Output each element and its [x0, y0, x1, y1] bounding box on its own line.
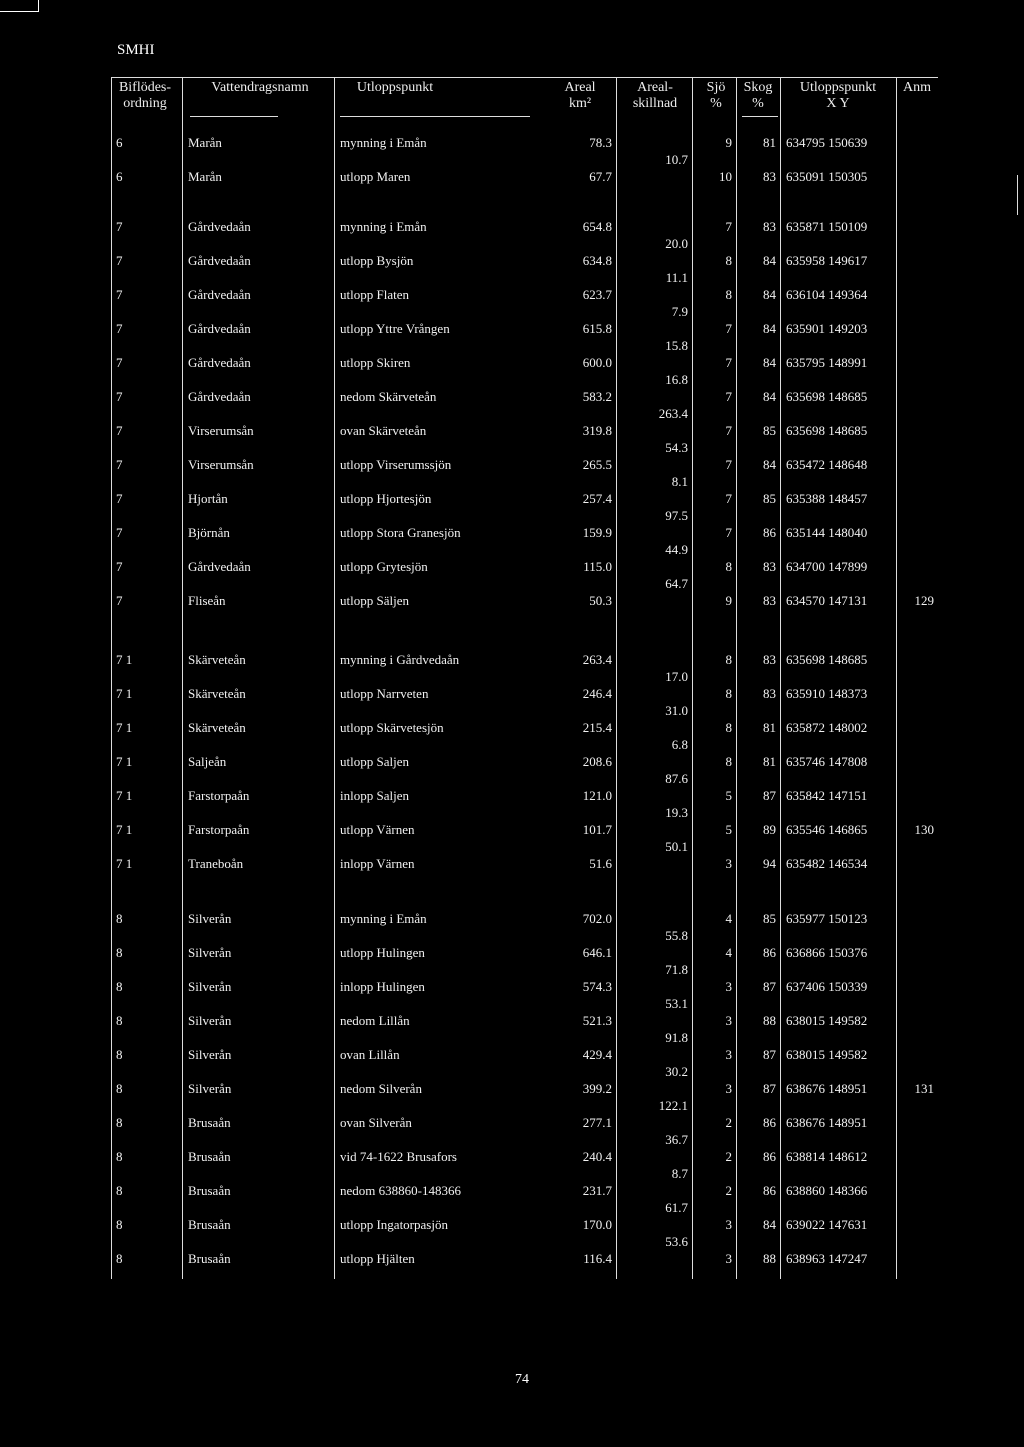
cell-sjo: 3	[725, 1047, 732, 1062]
cell-sjo: 8	[725, 754, 732, 769]
cell-skog: 85	[763, 911, 776, 926]
cell-utloppspunkt: utlopp Ingatorpasjön	[340, 1217, 448, 1232]
cell-ordning: 8	[116, 1115, 123, 1130]
cell-utloppspunkt: ovan Lillån	[340, 1047, 400, 1062]
cell-vattendrag: Fliseån	[188, 593, 226, 608]
cell-ordning: 7 1	[116, 652, 133, 667]
cell-arealskillnad: 8.7	[671, 1166, 688, 1181]
cell-areal: 399.2	[582, 1081, 612, 1096]
cell-skog: 84	[763, 1217, 776, 1232]
cell-koordinater: 634570 147131	[786, 593, 868, 608]
cell-ordning: 7	[116, 287, 123, 302]
cell-sjo: 10	[719, 169, 732, 184]
cell-arealskillnad: 31.0	[665, 703, 688, 718]
cell-ordning: 8	[116, 1013, 123, 1028]
cell-areal: 623.7	[582, 287, 612, 302]
cell-utloppspunkt: inlopp Värnen	[340, 856, 415, 871]
cell-sjo: 9	[725, 593, 732, 608]
cell-sjo: 3	[725, 1251, 732, 1266]
cell-areal: 574.3	[582, 979, 612, 994]
cell-sjo: 8	[725, 559, 732, 574]
cell-ordning: 7 1	[116, 720, 133, 735]
cell-arealskillnad: 97.5	[665, 508, 688, 523]
cell-sjo: 9	[725, 135, 732, 150]
header-anm: Anm	[903, 80, 931, 95]
cell-skog: 85	[763, 423, 776, 438]
cell-utloppspunkt: utlopp Maren	[340, 169, 411, 184]
cell-vattendrag: Gårdvedaån	[188, 219, 251, 234]
cell-skog: 89	[763, 822, 776, 837]
cell-arealskillnad: 15.8	[665, 338, 688, 353]
cell-koordinater: 635698 148685	[786, 389, 868, 404]
cell-utloppspunkt: ovan Silverån	[340, 1115, 412, 1130]
cell-areal: 654.8	[582, 219, 612, 234]
cell-areal: 51.6	[589, 856, 612, 871]
cell-ordning: 8	[116, 1047, 123, 1062]
cell-vattendrag: Marån	[188, 135, 222, 150]
cell-koordinater: 635910 148373	[786, 686, 868, 701]
cell-sjo: 4	[725, 945, 732, 960]
cell-sjo: 3	[725, 979, 732, 994]
cell-koordinater: 636866 150376	[786, 945, 868, 960]
cell-ordning: 8	[116, 979, 123, 994]
cell-skog: 83	[763, 559, 776, 574]
cell-utloppspunkt: nedom Skärveteån	[340, 389, 437, 404]
cell-koordinater: 635472 148648	[786, 457, 868, 472]
cell-utloppspunkt: utlopp Skärvetesjön	[340, 720, 444, 735]
cell-sjo: 5	[725, 822, 732, 837]
cell-koordinater: 635977 150123	[786, 911, 868, 926]
crop-mark	[0, 11, 39, 12]
cell-arealskillnad: 8.1	[671, 474, 688, 489]
cell-vattendrag: Marån	[188, 169, 222, 184]
cell-skog: 94	[763, 856, 776, 871]
cell-koordinater: 635698 148685	[786, 423, 868, 438]
cell-sjo: 7	[725, 355, 732, 370]
cell-skog: 83	[763, 652, 776, 667]
cell-arealskillnad: 36.7	[665, 1132, 688, 1147]
cell-utloppspunkt: utlopp Virserumssjön	[340, 457, 452, 472]
cell-vattendrag: Silverån	[188, 1081, 232, 1096]
cell-vattendrag: Skärveteån	[188, 652, 246, 667]
cell-sjo: 7	[725, 219, 732, 234]
header-skog: Skog %	[743, 80, 773, 111]
cell-ordning: 7 1	[116, 822, 133, 837]
header-top-rule	[112, 77, 938, 78]
cell-anm: 130	[914, 822, 934, 837]
cell-ordning: 8	[116, 1081, 123, 1096]
cell-vattendrag: Saljeån	[188, 754, 227, 769]
cell-arealskillnad: 55.8	[665, 928, 688, 943]
cell-areal: 429.4	[582, 1047, 612, 1062]
cell-sjo: 7	[725, 491, 732, 506]
cell-vattendrag: Björnån	[188, 525, 230, 540]
cell-areal: 78.3	[589, 135, 612, 150]
cell-vattendrag: Gårdvedaån	[188, 559, 251, 574]
cell-ordning: 7 1	[116, 788, 133, 803]
header-koordinater: Utloppspunkt X Y	[799, 80, 877, 111]
cell-skog: 84	[763, 457, 776, 472]
cell-koordinater: 639022 147631	[786, 1217, 868, 1232]
cell-utloppspunkt: ovan Skärveteån	[340, 423, 427, 438]
cell-utloppspunkt: mynning i Emån	[340, 219, 427, 234]
org-name: SMHI	[117, 42, 155, 58]
cell-sjo: 3	[725, 1081, 732, 1096]
cell-vattendrag: Virserumsån	[188, 457, 254, 472]
cell-ordning: 7	[116, 491, 123, 506]
cell-sjo: 3	[725, 1013, 732, 1028]
cell-areal: 263.4	[582, 652, 612, 667]
cell-skog: 84	[763, 287, 776, 302]
cell-utloppspunkt: vid 74-1622 Brusafors	[340, 1149, 457, 1164]
page-number: 74	[515, 1372, 529, 1387]
cell-utloppspunkt: utlopp Hjortesjön	[340, 491, 432, 506]
cell-arealskillnad: 122.1	[658, 1098, 688, 1113]
cell-koordinater: 636104 149364	[786, 287, 868, 302]
cell-areal: 277.1	[582, 1115, 612, 1130]
cell-vattendrag: Gårdvedaån	[188, 287, 251, 302]
cell-koordinater: 638676 148951	[786, 1081, 868, 1096]
cell-koordinater: 635698 148685	[786, 652, 868, 667]
cell-sjo: 8	[725, 652, 732, 667]
cell-ordning: 8	[116, 945, 123, 960]
header-arealskillnad: Areal- skillnad	[632, 80, 678, 111]
cell-koordinater: 634795 150639	[786, 135, 868, 150]
cell-utloppspunkt: utlopp Stora Granesjön	[340, 525, 461, 540]
cell-vattendrag: Silverån	[188, 1047, 232, 1062]
cell-vattendrag: Gårdvedaån	[188, 389, 251, 404]
cell-skog: 88	[763, 1251, 776, 1266]
cell-skog: 85	[763, 491, 776, 506]
cell-arealskillnad: 61.7	[665, 1200, 688, 1215]
cell-utloppspunkt: utlopp Yttre Vrången	[340, 321, 450, 336]
cell-skog: 83	[763, 219, 776, 234]
column-rule	[111, 77, 112, 1279]
cell-areal: 521.3	[582, 1013, 612, 1028]
header-areal: Areal km²	[564, 80, 596, 111]
cell-ordning: 7	[116, 525, 123, 540]
cell-vattendrag: Silverån	[188, 911, 232, 926]
cell-koordinater: 635795 148991	[786, 355, 868, 370]
cell-skog: 83	[763, 169, 776, 184]
cell-skog: 81	[763, 720, 776, 735]
cell-vattendrag: Silverån	[188, 945, 232, 960]
cell-areal: 634.8	[582, 253, 612, 268]
header-underline	[340, 116, 530, 117]
cell-utloppspunkt: utlopp Grytesjön	[340, 559, 428, 574]
cell-arealskillnad: 87.6	[665, 771, 688, 786]
cell-skog: 86	[763, 525, 776, 540]
cell-arealskillnad: 64.7	[665, 576, 688, 591]
cell-arealskillnad: 53.1	[665, 996, 688, 1011]
cell-sjo: 7	[725, 525, 732, 540]
cell-skog: 86	[763, 1183, 776, 1198]
cell-vattendrag: Silverån	[188, 1013, 232, 1028]
cell-sjo: 7	[725, 423, 732, 438]
cell-sjo: 8	[725, 686, 732, 701]
cell-arealskillnad: 50.1	[665, 839, 688, 854]
cell-vattendrag: Farstorpaån	[188, 788, 250, 803]
cell-vattendrag: Farstorpaån	[188, 822, 250, 837]
cell-arealskillnad: 30.2	[665, 1064, 688, 1079]
cell-utloppspunkt: mynning i Emån	[340, 911, 427, 926]
column-rule	[736, 77, 737, 1279]
cell-ordning: 7	[116, 321, 123, 336]
cell-koordinater: 635746 147808	[786, 754, 868, 769]
cell-ordning: 7	[116, 355, 123, 370]
cell-utloppspunkt: utlopp Värnen	[340, 822, 415, 837]
cell-sjo: 3	[725, 856, 732, 871]
cell-utloppspunkt: utlopp Skiren	[340, 355, 411, 370]
cell-ordning: 7	[116, 423, 123, 438]
cell-skog: 83	[763, 686, 776, 701]
column-rule	[182, 77, 183, 1279]
cell-ordning: 7 1	[116, 754, 133, 769]
cell-vattendrag: Gårdvedaån	[188, 355, 251, 370]
cell-arealskillnad: 17.0	[665, 669, 688, 684]
cell-skog: 84	[763, 355, 776, 370]
header-bifl: Biflödes- ordning	[118, 80, 172, 111]
cell-utloppspunkt: utlopp Narrveten	[340, 686, 429, 701]
header-underline	[190, 116, 278, 117]
cell-koordinater: 635842 147151	[786, 788, 868, 803]
cell-arealskillnad: 53.6	[665, 1234, 688, 1249]
cell-areal: 67.7	[589, 169, 612, 184]
cell-utloppspunkt: mynning i Gårdvedaån	[340, 652, 460, 667]
cell-arealskillnad: 7.9	[671, 304, 688, 319]
cell-areal: 121.0	[582, 788, 612, 803]
cell-vattendrag: Gårdvedaån	[188, 253, 251, 268]
cell-ordning: 8	[116, 911, 123, 926]
cell-areal: 240.4	[582, 1149, 612, 1164]
cell-areal: 646.1	[582, 945, 612, 960]
cell-utloppspunkt: utlopp Flaten	[340, 287, 409, 302]
header-utloppspunkt: Utloppspunkt	[356, 80, 434, 95]
cell-koordinater: 638015 149582	[786, 1047, 868, 1062]
cell-skog: 84	[763, 321, 776, 336]
cell-arealskillnad: 6.8	[671, 737, 688, 752]
cell-arealskillnad: 16.8	[665, 372, 688, 387]
cell-ordning: 7 1	[116, 686, 133, 701]
cell-vattendrag: Brusaån	[188, 1115, 231, 1130]
cell-arealskillnad: 19.3	[665, 805, 688, 820]
cell-utloppspunkt: utlopp Saljen	[340, 754, 409, 769]
column-rule	[780, 77, 781, 1279]
cell-arealskillnad: 71.8	[665, 962, 688, 977]
cell-sjo: 2	[725, 1115, 732, 1130]
cell-sjo: 7	[725, 389, 732, 404]
cell-ordning: 6	[116, 135, 123, 150]
cell-vattendrag: Brusaån	[188, 1251, 231, 1266]
cell-areal: 115.0	[583, 559, 612, 574]
margin-mark	[1017, 175, 1018, 215]
cell-sjo: 3	[725, 1217, 732, 1232]
cell-areal: 246.4	[582, 686, 612, 701]
cell-ordning: 7	[116, 457, 123, 472]
cell-arealskillnad: 263.4	[658, 406, 688, 421]
cell-vattendrag: Traneboån	[188, 856, 244, 871]
cell-ordning: 7	[116, 559, 123, 574]
header-vattendrag: Vattendragsnamn	[211, 80, 309, 95]
cell-koordinater: 635901 149203	[786, 321, 868, 336]
cell-sjo: 7	[725, 457, 732, 472]
cell-ordning: 6	[116, 169, 123, 184]
cell-utloppspunkt: utlopp Hulingen	[340, 945, 425, 960]
cell-skog: 86	[763, 945, 776, 960]
cell-areal: 159.9	[582, 525, 612, 540]
cell-utloppspunkt: utlopp Säljen	[340, 593, 409, 608]
cell-anm: 129	[914, 593, 934, 608]
cell-utloppspunkt: utlopp Bysjön	[340, 253, 414, 268]
cell-areal: 116.4	[583, 1251, 612, 1266]
cell-koordinater: 638963 147247	[786, 1251, 868, 1266]
cell-areal: 101.7	[582, 822, 612, 837]
cell-anm: 131	[914, 1081, 934, 1096]
cell-areal: 50.3	[589, 593, 612, 608]
cell-ordning: 7	[116, 389, 123, 404]
cell-vattendrag: Silverån	[188, 979, 232, 994]
column-rule	[896, 77, 897, 1279]
cell-utloppspunkt: mynning i Emån	[340, 135, 427, 150]
cell-sjo: 2	[725, 1183, 732, 1198]
cell-utloppspunkt: inlopp Hulingen	[340, 979, 425, 994]
cell-koordinater: 635482 146534	[786, 856, 868, 871]
cell-utloppspunkt: utlopp Hjälten	[340, 1251, 415, 1266]
cell-koordinater: 635388 148457	[786, 491, 868, 506]
cell-arealskillnad: 54.3	[665, 440, 688, 455]
cell-sjo: 2	[725, 1149, 732, 1164]
cell-koordinater: 635872 148002	[786, 720, 868, 735]
cell-areal: 208.6	[582, 754, 612, 769]
cell-vattendrag: Skärveteån	[188, 686, 246, 701]
cell-areal: 600.0	[582, 355, 612, 370]
cell-skog: 86	[763, 1149, 776, 1164]
cell-sjo: 7	[725, 321, 732, 336]
cell-areal: 215.4	[582, 720, 612, 735]
cell-skog: 83	[763, 593, 776, 608]
cell-areal: 170.0	[582, 1217, 612, 1232]
cell-koordinater: 635958 149617	[786, 253, 868, 268]
cell-sjo: 8	[725, 720, 732, 735]
cell-arealskillnad: 11.1	[665, 270, 688, 285]
cell-areal: 702.0	[582, 911, 612, 926]
cell-utloppspunkt: nedom Silverån	[340, 1081, 422, 1096]
cell-skog: 88	[763, 1013, 776, 1028]
cell-koordinater: 638860 148366	[786, 1183, 868, 1198]
cell-skog: 87	[763, 788, 776, 803]
cell-arealskillnad: 10.7	[665, 152, 688, 167]
cell-skog: 86	[763, 1115, 776, 1130]
cell-arealskillnad: 44.9	[665, 542, 688, 557]
cell-koordinater: 635871 150109	[786, 219, 868, 234]
cell-ordning: 7	[116, 253, 123, 268]
cell-areal: 257.4	[582, 491, 612, 506]
column-rule	[616, 77, 617, 1279]
cell-sjo: 4	[725, 911, 732, 926]
cell-koordinater: 634700 147899	[786, 559, 868, 574]
cell-vattendrag: Skärveteån	[188, 720, 246, 735]
cell-skog: 81	[763, 754, 776, 769]
cell-koordinater: 635144 148040	[786, 525, 868, 540]
cell-skog: 87	[763, 1047, 776, 1062]
cell-arealskillnad: 91.8	[665, 1030, 688, 1045]
cell-skog: 84	[763, 253, 776, 268]
cell-koordinater: 638015 149582	[786, 1013, 868, 1028]
cell-sjo: 8	[725, 287, 732, 302]
cell-koordinater: 635091 150305	[786, 169, 868, 184]
cell-utloppspunkt: inlopp Saljen	[340, 788, 409, 803]
header-underline	[742, 116, 778, 117]
column-rule	[334, 77, 335, 1279]
cell-koordinater: 635546 146865	[786, 822, 868, 837]
cell-vattendrag: Virserumsån	[188, 423, 254, 438]
cell-ordning: 8	[116, 1217, 123, 1232]
cell-areal: 583.2	[582, 389, 612, 404]
cell-koordinater: 637406 150339	[786, 979, 868, 994]
header-sjo: Sjö %	[706, 80, 726, 111]
cell-sjo: 5	[725, 788, 732, 803]
cell-areal: 265.5	[582, 457, 612, 472]
cell-skog: 84	[763, 389, 776, 404]
column-rule	[692, 77, 693, 1279]
cell-arealskillnad: 20.0	[665, 236, 688, 251]
cell-skog: 81	[763, 135, 776, 150]
cell-ordning: 8	[116, 1149, 123, 1164]
cell-vattendrag: Brusaån	[188, 1149, 231, 1164]
cell-ordning: 7	[116, 219, 123, 234]
cell-ordning: 8	[116, 1251, 123, 1266]
cell-ordning: 7 1	[116, 856, 133, 871]
cell-areal: 319.8	[582, 423, 612, 438]
cell-ordning: 8	[116, 1183, 123, 1198]
cell-koordinater: 638814 148612	[786, 1149, 868, 1164]
cell-utloppspunkt: nedom Lillån	[340, 1013, 410, 1028]
cell-utloppspunkt: nedom 638860-148366	[340, 1183, 461, 1198]
cell-vattendrag: Brusaån	[188, 1183, 231, 1198]
cell-vattendrag: Hjortån	[188, 491, 228, 506]
cell-areal: 231.7	[582, 1183, 612, 1198]
cell-areal: 615.8	[582, 321, 612, 336]
cell-koordinater: 638676 148951	[786, 1115, 868, 1130]
cell-ordning: 7	[116, 593, 123, 608]
cell-vattendrag: Brusaån	[188, 1217, 231, 1232]
cell-vattendrag: Gårdvedaån	[188, 321, 251, 336]
cell-sjo: 8	[725, 253, 732, 268]
cell-skog: 87	[763, 979, 776, 994]
cell-skog: 87	[763, 1081, 776, 1096]
